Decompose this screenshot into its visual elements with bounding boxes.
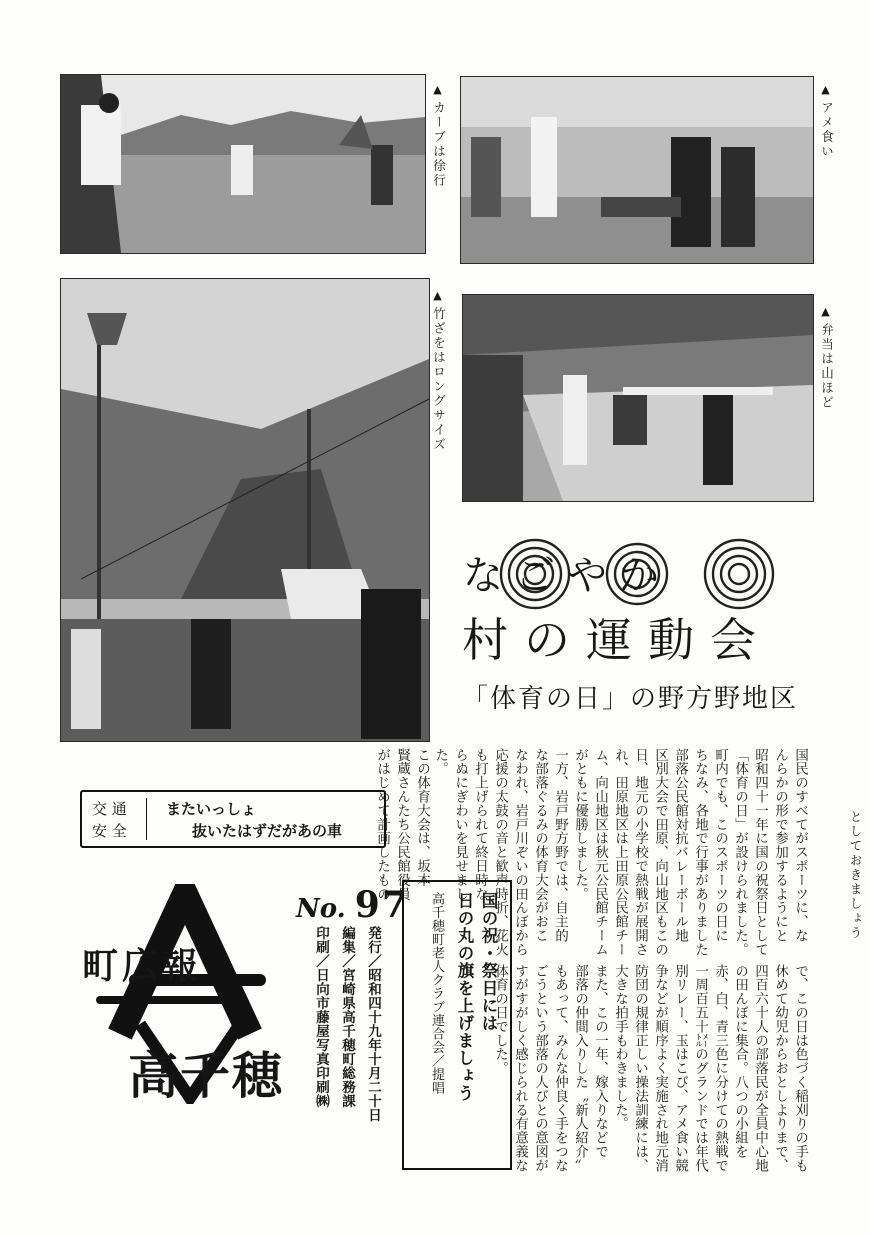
- headline-line2: 村の運動会: [462, 613, 772, 667]
- article-line: ごうという部落の人びとの意図が: [532, 964, 548, 1173]
- article-line: ム、向山地区は秋元公民館チーム: [592, 748, 608, 957]
- article-line: 区別大会で田原、向山地区もこの: [652, 748, 668, 957]
- article-line: 町内でも、このスポーツの日に: [712, 748, 728, 943]
- headline-char: や: [567, 553, 617, 599]
- colophon-publish: 発行／昭和四十九年十月二十日: [365, 926, 381, 1122]
- article-line: 四百六十人の部落民が全員中心地: [752, 964, 768, 1173]
- article-line: 昭和四十一年に国の祝祭日として: [752, 748, 768, 957]
- article-line: 体育の日でした。: [492, 964, 508, 1076]
- headline-char: な: [463, 553, 513, 599]
- triangle-icon: ▲: [821, 305, 832, 318]
- flag-notice-sign: 高千穂町老人クラブ連合会／提唱: [429, 892, 444, 1095]
- article-line: がともに優勝しました。: [572, 748, 588, 901]
- photo-curve-running: [60, 74, 426, 254]
- headline-subtitle: 「体育の日」の野方野地区: [462, 684, 799, 714]
- article-line: 赤、白、青三色に分けての熱戦で: [712, 964, 728, 1173]
- flag-notice-line: 日の丸の旗を上げましょう: [455, 892, 474, 1102]
- photo-candy-race: [460, 76, 814, 264]
- colophon-edit: 編集／宮崎県高千穂町総務課: [339, 926, 355, 1108]
- article-line: も打上げられて終日時な: [472, 748, 488, 901]
- article-line: の田んぼに集合。八つの小組を: [732, 964, 748, 1159]
- article-line: 「体育の日」が設けられました。: [732, 748, 748, 957]
- article-line: 争などが順序よく実施され地元消: [652, 964, 668, 1173]
- article-line: もあって、みんな仲良く手をつな: [552, 964, 568, 1173]
- caption-photo3: ▲竹ざをはロングサイズ: [431, 289, 447, 452]
- photo-lunch-carry: [462, 294, 814, 502]
- triangle-icon: ▲: [433, 289, 444, 302]
- article-line: 防団の規律正しい操法訓練には、: [632, 964, 648, 1173]
- article-line: れ、田原地区は上田原公民館チー: [612, 748, 628, 957]
- article-line: すがすがしく感じられる有意義な: [512, 964, 528, 1173]
- article-line: がはじめて計画したもの: [374, 748, 390, 901]
- slogan-line: 抜いたはずだがあの車: [192, 822, 343, 840]
- article-line: 応援の太鼓の音と歓声時折、花火: [492, 748, 508, 957]
- caption-photo2: ▲アメ食い: [819, 83, 835, 159]
- article-line: 一方、岩戸野方野では、自主的: [552, 748, 568, 943]
- article-line: た。: [432, 748, 448, 776]
- issue-value: 97: [354, 884, 409, 926]
- article-line: 休めて幼児からおとしよりまで、: [772, 964, 788, 1173]
- flag-notice-line: 国の祝・祭日には: [479, 892, 498, 1032]
- article-line: な部落ぐるみの体育大会がおこ: [532, 748, 548, 943]
- caption-photo4: ▲弁当は山ほど: [819, 305, 835, 410]
- colophon-print: 印刷／日向市藤屋写真印刷㈱: [313, 926, 329, 1108]
- logo-town-pr: 町広報: [82, 946, 203, 987]
- headline-char: ご: [515, 553, 565, 599]
- triangle-icon: ▲: [821, 83, 832, 96]
- article-line: 部落公民館対抗バレーボール地: [672, 748, 688, 943]
- logo-takachiho: 高千穂: [128, 1047, 284, 1105]
- article-line: 国民のすべてがスポーツに、な: [792, 748, 808, 943]
- issue-prefix: No.: [296, 894, 346, 924]
- article-line: 一周百五十㍍のグランドでは年代: [692, 964, 708, 1173]
- article-line: 部落の仲間入りした〝新人紹介〟: [572, 964, 588, 1173]
- article-line: また、この一年、嫁入りなどで: [592, 964, 608, 1159]
- aside-note: としておきましょう: [848, 810, 863, 941]
- photo-bamboo-pole-game: [60, 278, 430, 742]
- article-line: なわれ、岩戸川ぞいの田んぼから: [512, 748, 528, 957]
- article-line: 別リレー、玉はこび、アメ食い競: [672, 964, 688, 1173]
- flag-notice-content: [426, 892, 500, 1102]
- traffic-label: 交 通: [92, 800, 127, 818]
- divider: [146, 798, 147, 840]
- caption-photo1: ▲カーブは徐行: [431, 83, 447, 188]
- article-line: ちなみ、各地で行事がありました: [692, 748, 708, 957]
- safety-label: 安 全: [92, 822, 127, 840]
- article-line: らぬにぎわいを見せまし: [452, 748, 468, 901]
- headline-char: か: [619, 553, 669, 599]
- article-line: んらかの形で参加するようにと: [772, 748, 788, 943]
- issue-number: [296, 884, 409, 926]
- triangle-icon: ▲: [433, 83, 444, 96]
- article-line: で、この日は色づく稲刈りの手も: [792, 964, 808, 1173]
- slogan-line: またいっしょ: [166, 800, 257, 818]
- article-line: 日、地元の小学校で熱戦が展開さ: [632, 748, 648, 957]
- flag-notice-box: [402, 880, 512, 1170]
- traffic-safety-box: [80, 790, 386, 848]
- article-line: この体育大会は、坂本: [414, 748, 430, 887]
- article-line: 大きな拍手もわきました。: [612, 964, 628, 1131]
- headline-line1: [462, 544, 670, 601]
- article-line: 賢蔵さんたち公民館役員: [394, 748, 410, 901]
